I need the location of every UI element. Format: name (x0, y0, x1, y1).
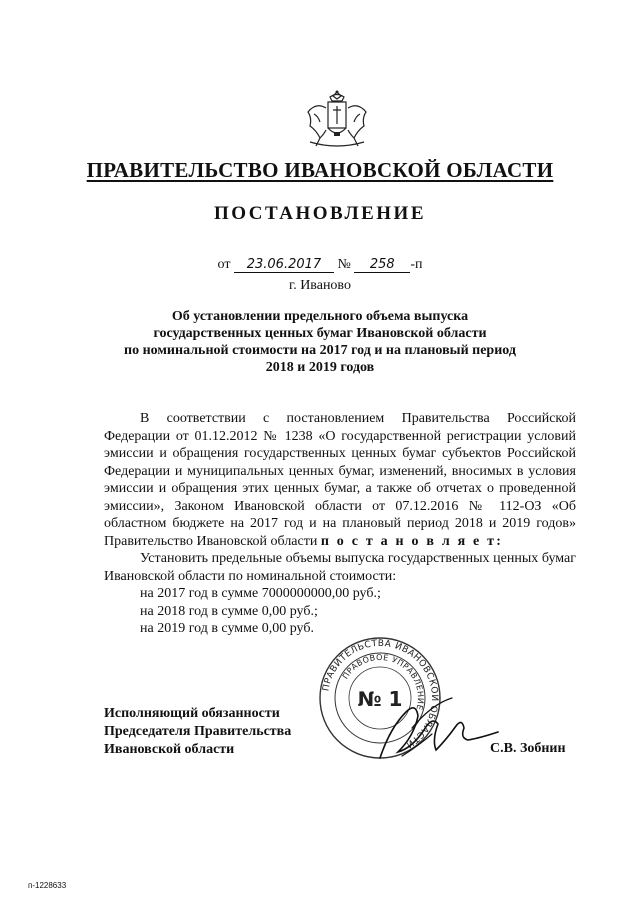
subject-line: по номинальной стоимости на 2017 год и на плановый период (124, 343, 516, 358)
preamble-text: В соответствии с постановлением Правительства Российской Федерации от 01.12.2012 № 1238 «О государственной регистрации условий эмиссии и обращения государственных ценных бумаг субъектов Российской Федерации и муниципальных ценных бумаг, изменений, вносимых в условия эмиссии и обращения этих ценных бумаг, а также об отчетах о проведенной эмиссии», Законом Ивановской области от 07.12.2016 № 112-ОЗ «Об областном бюджете на 2017 год и на плановый период 2018 и 2019 годов» Правительство Ивановской области (104, 411, 576, 549)
coat-of-arms-icon (300, 88, 374, 150)
document-body (104, 410, 576, 638)
document-subject (120, 308, 520, 376)
footer-code: п-1228633 (28, 881, 67, 890)
handwritten-signature (372, 688, 502, 772)
document-dateline (0, 257, 640, 273)
date-prefix: от (217, 257, 231, 272)
limit-item: на 2018 год в сумме 0,00 руб.; (140, 603, 318, 619)
limit-item: на 2017 год в сумме 7000000000,00 руб.; (140, 586, 381, 601)
stamp-ring-text: ПРАВИТЕЛЬСТВА ИВАНОВСКОЙ ОБЛАСТИ (321, 638, 440, 750)
preamble-paragraph (104, 410, 576, 550)
document-city: г. Иваново (289, 278, 351, 293)
signer-title-line: Ивановской области (104, 742, 235, 757)
subject-line: 2018 и 2019 годов (265, 360, 375, 375)
number-suffix: -п (410, 257, 423, 272)
number-prefix: № (337, 257, 351, 272)
document-date: 23.06.2017 (234, 257, 334, 273)
limit-item: на 2019 год в сумме 0,00 руб. (140, 621, 314, 636)
subject-line: государственных ценных бумаг Ивановской области (153, 326, 487, 341)
decree-word: п о с т а н о в л я е т: (320, 533, 504, 549)
signer-name: С.В. Зобнин (490, 741, 566, 756)
subject-line: Об установлении предельного объема выпуска (171, 309, 469, 324)
document-type: ПОСТАНОВЛЕНИЕ (213, 203, 427, 224)
document-number: 258 (354, 257, 410, 273)
signer-title (104, 705, 291, 759)
signer-title-line: Исполняющий обязанности (104, 706, 280, 721)
stamp-number: № 1 (357, 687, 403, 711)
stamp-inner-text: ПРАВОВОЕ УПРАВЛЕНИЕ (340, 652, 426, 712)
signer-title-line: Председателя Правительства (104, 724, 292, 739)
organization-title: ПРАВИТЕЛЬСТВО ИВАНОВСКОЙ ОБЛАСТИ (86, 158, 554, 182)
resolution-paragraph: Установить предельные объемы выпуска государственных ценных бумаг Ивановской области по номинальной стоимости: (104, 551, 576, 584)
